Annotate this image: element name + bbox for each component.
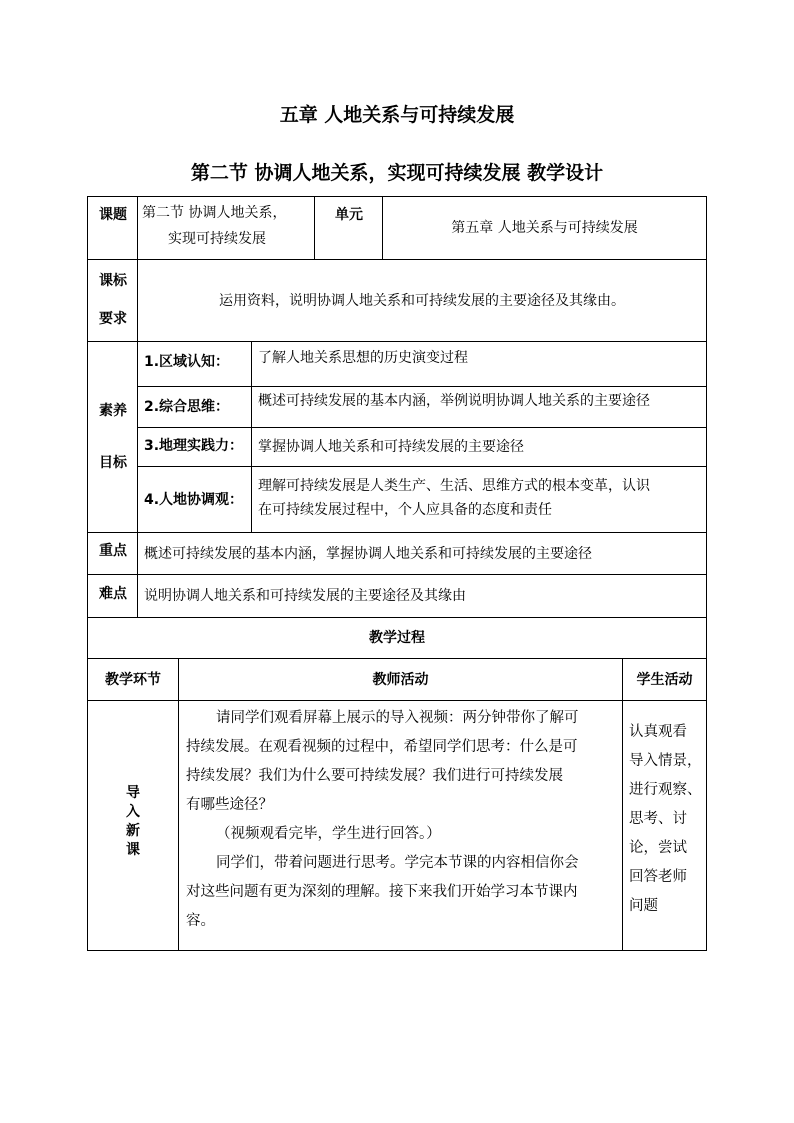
stage-char: 课: [126, 841, 140, 858]
stage-char: 入: [126, 803, 140, 820]
difficult-point-value: 说明协调人地关系和可持续发展的主要途径及其缘由: [144, 588, 466, 604]
stage-char: 导: [126, 784, 140, 801]
topic-value-line2: 实现可持续发展: [168, 231, 266, 247]
literacy-item-value: 了解人地关系思想的历史演变过程: [258, 350, 468, 366]
difficult-point-label: 难点: [99, 586, 127, 602]
literacy-item-label: 1.区域认知：: [144, 354, 230, 370]
teacher-activity-line: 容。: [186, 913, 215, 929]
student-activity-line: 思考、讨: [629, 811, 687, 827]
document-subtitle: 第二节 协调人地关系，实现可持续发展 教学设计: [190, 162, 604, 184]
process-heading: 教学过程: [369, 630, 425, 646]
teacher-activity-line: 持续发展？我们为什么要可持续发展？我们进行可持续发展: [186, 768, 563, 784]
teacher-activity-line: 请同学们观看屏幕上展示的导入视频：两分钟带你了解可: [216, 710, 579, 726]
literacy-label: [88, 342, 138, 532]
document-title: 五章 人地关系与可持续发展: [279, 104, 515, 126]
literacy-item-label: 3.地理实践力：: [144, 438, 244, 454]
student-activity-line: 回答老师: [629, 869, 687, 885]
column-header-stage: 教学环节: [105, 671, 161, 688]
student-activity-line: 进行观察、: [629, 782, 702, 798]
column-header-teacher: 教师活动: [372, 671, 429, 688]
key-point-value: 概述可持续发展的基本内涵，掌握协调人地关系和可持续发展的主要途径: [144, 545, 592, 562]
student-activity: [629, 718, 705, 944]
literacy-item-value-line2: 在可持续发展过程中，个人应具备的态度和责任: [258, 502, 552, 518]
standard-value: 运用资料，说明协调人地关系和可持续发展的主要途径及其缘由。: [219, 292, 625, 309]
literacy-item-label: 2.综合思维：: [144, 399, 230, 415]
student-activity-line: 问题: [629, 898, 658, 914]
teacher-activity: [186, 704, 618, 948]
column-header-student: 学生活动: [636, 671, 693, 688]
stage-char: 新: [126, 822, 140, 839]
teacher-activity-line: （视频观看完毕，学生进行回答。）: [216, 826, 441, 842]
literacy-item-value: 概述可持续发展的基本内涵，举例说明协调人地关系的主要途径: [258, 393, 650, 409]
standard-label: [88, 262, 138, 342]
teacher-activity-line: 有哪些途径？: [186, 797, 273, 813]
topic-label: 课题: [99, 207, 127, 223]
stage-cell: [88, 701, 178, 950]
literacy-item-label: 4.人地协调观：: [144, 491, 244, 508]
literacy-item-value: 掌握协调人地关系和可持续发展的主要途径: [258, 439, 524, 455]
student-activity-line: 认真观看: [629, 724, 687, 740]
student-activity-line: 导入情景，: [629, 753, 702, 769]
literacy-label-line2: 目标: [99, 455, 127, 471]
topic-value-line1: 第二节 协调人地关系，: [142, 205, 287, 221]
unit-value: 第五章 人地关系与可持续发展: [451, 220, 638, 236]
literacy-label-line1: 素养: [99, 403, 127, 419]
unit-label: 单元: [335, 207, 363, 223]
standard-label-line2: 要求: [99, 311, 127, 327]
teacher-activity-line: 对这些问题有更为深刻的理解。接下来我们开始学习本节课内: [186, 884, 578, 900]
topic-value: [142, 200, 314, 258]
literacy-item-value: [258, 474, 706, 530]
key-point-label: 重点: [99, 543, 127, 559]
literacy-item-value-line1: 理解可持续发展是人类生产、生活、思维方式的根本变革，认识: [258, 478, 650, 494]
student-activity-line: 论，尝试: [629, 840, 687, 856]
standard-label-line1: 课标: [99, 273, 127, 289]
teacher-activity-line: 同学们，带着问题进行思考。学完本节课的内容相信你会: [216, 855, 579, 871]
teacher-activity-line: 持续发展。在观看视频的过程中，希望同学们思考：什么是可: [186, 739, 578, 755]
